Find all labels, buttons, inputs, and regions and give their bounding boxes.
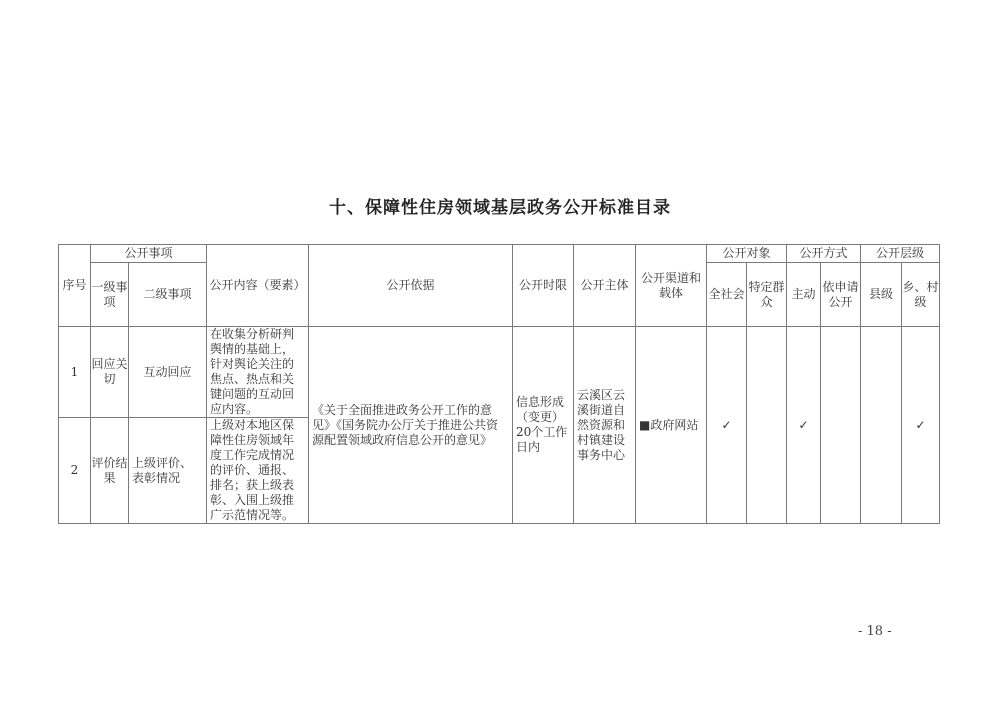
row-level1: 回应关切 xyxy=(91,327,129,418)
row-content: 上级对本地区保障性住房领域年度工作完成情况的评价、通报、排名；获上级表彰、入围上级推广示范情况等。 xyxy=(207,418,309,524)
row-content: 在收集分析研判舆情的基础上，针对舆论关注的焦点、热点和关键问题的互动回应内容。 xyxy=(207,327,309,418)
header-basis: 公开依据 xyxy=(309,245,513,327)
header-channel: 公开渠道和载体 xyxy=(636,245,707,327)
header-target-all: 全社会 xyxy=(707,263,747,327)
page-number: - 18 - xyxy=(858,624,892,639)
row-level2: 互动回应 xyxy=(129,327,207,418)
header-level-town: 乡、村级 xyxy=(902,263,940,327)
header-level2: 二级事项 xyxy=(129,263,207,327)
table-row xyxy=(59,327,940,418)
row-index: 2 xyxy=(59,418,91,524)
header-method-active: 主动 xyxy=(787,263,821,327)
row-level1: 评价结果 xyxy=(91,418,129,524)
header-level: 公开层级 xyxy=(861,245,940,263)
empty-method-apply xyxy=(821,327,861,524)
check-target-all: ✓ xyxy=(707,327,747,524)
check-level-town: ✓ xyxy=(902,327,940,524)
header-method-apply: 依申请公开 xyxy=(821,263,861,327)
header-level-county: 县级 xyxy=(861,263,902,327)
row-level2: 上级评价、表彰情况 xyxy=(129,418,207,524)
empty-level-county xyxy=(861,327,902,524)
header-subject: 公开主体 xyxy=(574,245,636,327)
header-method: 公开方式 xyxy=(787,245,861,263)
check-method-active: ✓ xyxy=(787,327,821,524)
header-level1: 一级事项 xyxy=(91,263,129,327)
empty-target-specific xyxy=(747,327,787,524)
shared-basis: 《关于全面推进政务公开工作的意见》《国务院办公厅关于推进公共资源配置领域政府信息公开的意见》 xyxy=(309,327,513,524)
shared-subject: 云溪区云溪街道自然资源和村镇建设事务中心 xyxy=(574,327,636,524)
page-title: 十、保障性住房领域基层政务公开标准目录 xyxy=(329,198,671,218)
header-gkss: 公开事项 xyxy=(91,245,207,263)
shared-channel: ■政府网站 xyxy=(636,327,707,524)
header-target: 公开对象 xyxy=(707,245,787,263)
shared-time-limit: 信息形成（变更）20个工作日内 xyxy=(513,327,574,524)
header-time-limit: 公开时限 xyxy=(513,245,574,327)
catalog-table xyxy=(58,244,940,524)
header-target-specific: 特定群众 xyxy=(747,263,787,327)
header-seq: 序号 xyxy=(59,245,91,327)
header-content: 公开内容（要素） xyxy=(207,245,309,327)
row-index: 1 xyxy=(59,327,91,418)
